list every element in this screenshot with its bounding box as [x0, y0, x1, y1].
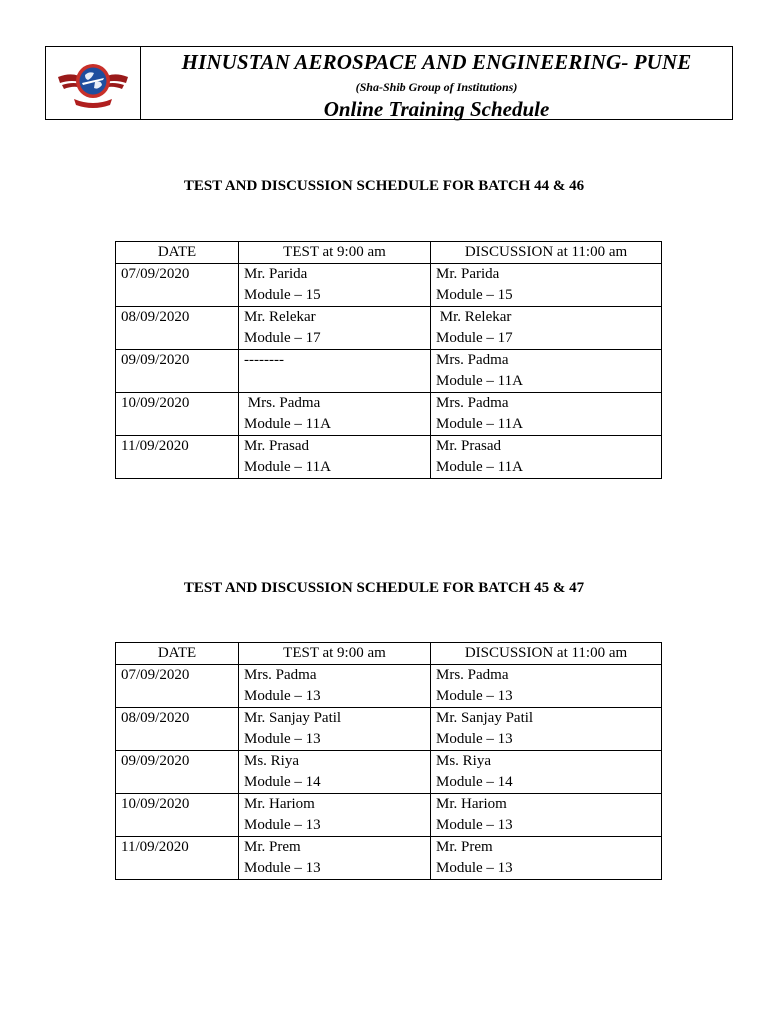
date-cell: 10/09/2020 — [116, 794, 239, 837]
schedule-table-batch-44-46 — [115, 241, 662, 479]
schedule-table-batch-45-47 — [115, 642, 662, 880]
test-instructor: Mr. Sanjay Patil — [244, 710, 342, 726]
table-row — [116, 350, 662, 393]
discussion-module: Module – 13 — [436, 860, 513, 876]
discussion-instructor: Mr. Prem — [436, 839, 493, 855]
column-header-date: DATE — [116, 643, 239, 665]
test-cell — [239, 794, 431, 837]
discussion-cell — [431, 350, 662, 393]
table-row — [116, 837, 662, 880]
test-cell — [239, 837, 431, 880]
discussion-module: Module – 11A — [436, 459, 523, 475]
table-row — [116, 751, 662, 794]
test-cell — [239, 751, 431, 794]
test-instructor: Mr. Hariom — [244, 796, 315, 812]
title-cell — [141, 47, 732, 119]
test-instructor: Mr. Relekar — [244, 309, 316, 325]
test-instructor: -------- — [244, 352, 284, 368]
discussion-module: Module – 13 — [436, 731, 513, 747]
test-module: Module – 13 — [244, 817, 321, 833]
discussion-module: Module – 11A — [436, 416, 523, 432]
table-header-row — [116, 643, 662, 665]
discussion-cell — [431, 665, 662, 708]
test-cell — [239, 665, 431, 708]
group-name: (Sha-Shib Group of Institutions) — [355, 80, 518, 94]
discussion-instructor: Ms. Riya — [436, 753, 492, 769]
test-instructor: Mr. Prasad — [244, 438, 309, 454]
test-instructor: Mrs. Padma — [244, 667, 317, 683]
test-instructor: Mr. Prem — [244, 839, 301, 855]
date-cell: 07/09/2020 — [116, 264, 239, 307]
test-instructor: Ms. Riya — [244, 753, 300, 769]
table-header-row — [116, 242, 662, 264]
test-cell — [239, 393, 431, 436]
discussion-cell — [431, 708, 662, 751]
institute-logo — [56, 53, 130, 113]
schedule-title-batch-44-46: TEST AND DISCUSSION SCHEDULE FOR BATCH 44 & 46 — [183, 178, 585, 194]
discussion-module: Module – 13 — [436, 688, 513, 704]
discussion-cell — [431, 794, 662, 837]
discussion-module: Module – 17 — [436, 330, 513, 346]
discussion-instructor: Mrs. Padma — [436, 352, 509, 368]
test-cell — [239, 708, 431, 751]
column-header-discussion: DISCUSSION at 11:00 am — [431, 242, 662, 264]
table-row — [116, 393, 662, 436]
table-row — [116, 794, 662, 837]
test-cell — [239, 264, 431, 307]
test-module: Module – 11A — [244, 459, 331, 475]
test-cell — [239, 350, 431, 393]
test-module — [244, 371, 425, 392]
discussion-module: Module – 13 — [436, 817, 513, 833]
test-module: Module – 15 — [244, 287, 321, 303]
table-row — [116, 307, 662, 350]
test-module: Module – 13 — [244, 688, 321, 704]
table-row — [116, 264, 662, 307]
discussion-cell — [431, 393, 662, 436]
test-instructor: Mrs. Padma — [244, 395, 321, 411]
discussion-instructor: Mr. Parida — [436, 266, 500, 282]
discussion-instructor: Mr. Hariom — [436, 796, 507, 812]
column-header-test: TEST at 9:00 am — [239, 643, 431, 665]
date-cell: 09/09/2020 — [116, 751, 239, 794]
test-module: Module – 11A — [244, 416, 331, 432]
discussion-module: Module – 11A — [436, 373, 523, 389]
date-cell: 07/09/2020 — [116, 665, 239, 708]
document-header — [45, 46, 733, 120]
date-cell: 11/09/2020 — [116, 436, 239, 479]
column-header-test: TEST at 9:00 am — [239, 242, 431, 264]
test-cell — [239, 436, 431, 479]
discussion-instructor: Mrs. Padma — [436, 395, 509, 411]
discussion-module: Module – 15 — [436, 287, 513, 303]
date-cell: 08/09/2020 — [116, 708, 239, 751]
date-cell: 11/09/2020 — [116, 837, 239, 880]
discussion-cell — [431, 751, 662, 794]
schedule-title-batch-45-47: TEST AND DISCUSSION SCHEDULE FOR BATCH 45 & 47 — [183, 580, 585, 596]
discussion-instructor: Mr. Relekar — [436, 309, 512, 325]
document-title: Online Training Schedule — [323, 97, 550, 121]
test-module: Module – 14 — [244, 774, 321, 790]
test-module: Module – 17 — [244, 330, 321, 346]
table-row — [116, 708, 662, 751]
discussion-cell — [431, 264, 662, 307]
table-row — [116, 436, 662, 479]
institute-name: HINUSTAN AEROSPACE AND ENGINEERING- PUNE — [181, 50, 692, 74]
discussion-cell — [431, 837, 662, 880]
date-cell: 10/09/2020 — [116, 393, 239, 436]
column-header-date: DATE — [116, 242, 239, 264]
discussion-cell — [431, 307, 662, 350]
table-row — [116, 665, 662, 708]
test-cell — [239, 307, 431, 350]
date-cell: 09/09/2020 — [116, 350, 239, 393]
discussion-cell — [431, 436, 662, 479]
discussion-instructor: Mr. Sanjay Patil — [436, 710, 534, 726]
discussion-instructor: Mrs. Padma — [436, 667, 509, 683]
test-module: Module – 13 — [244, 731, 321, 747]
date-cell: 08/09/2020 — [116, 307, 239, 350]
discussion-module: Module – 14 — [436, 774, 513, 790]
column-header-discussion: DISCUSSION at 11:00 am — [431, 643, 662, 665]
logo-cell — [46, 47, 141, 119]
test-module: Module – 13 — [244, 860, 321, 876]
test-instructor: Mr. Parida — [244, 266, 308, 282]
discussion-instructor: Mr. Prasad — [436, 438, 501, 454]
